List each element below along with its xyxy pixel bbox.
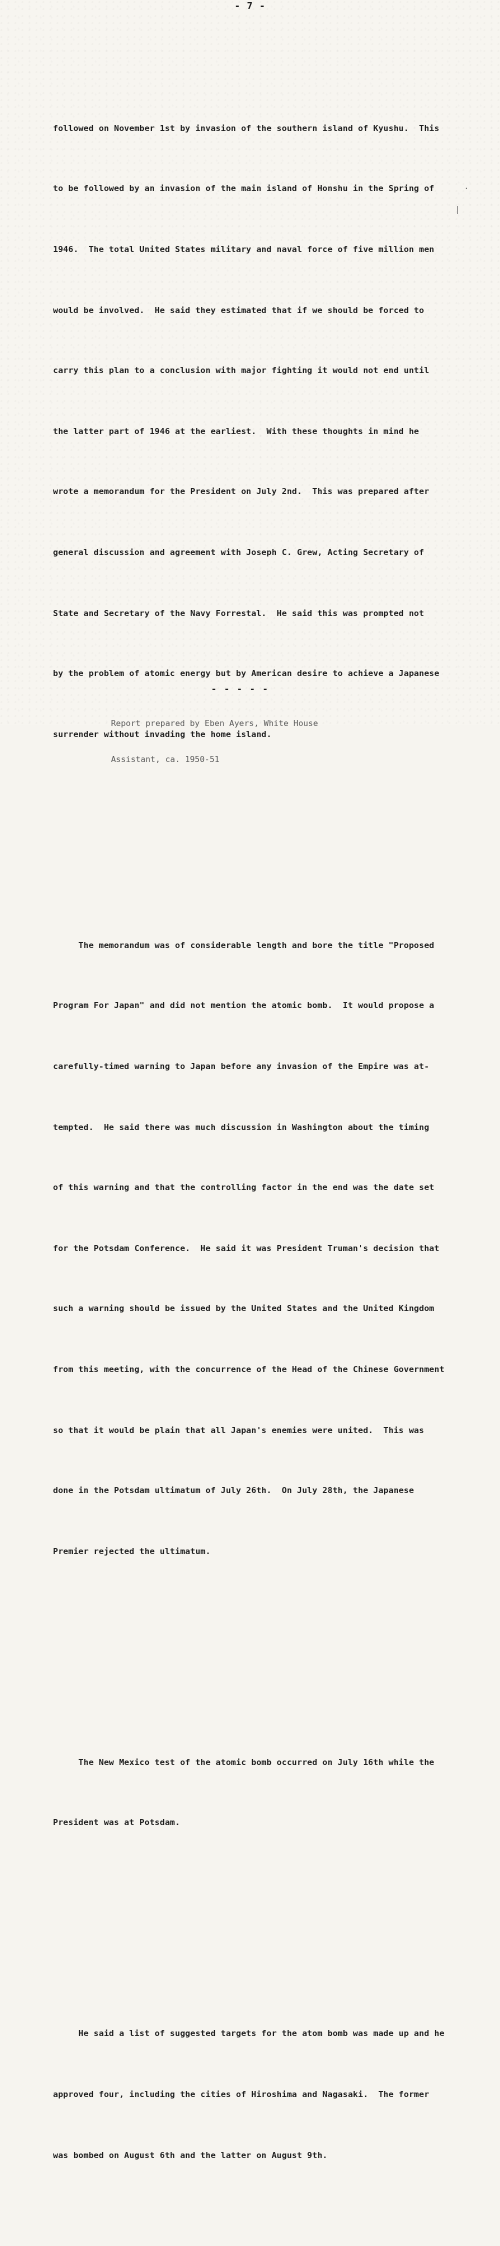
text-line: general discussion and agreement with Joseph C. Grew, Acting Secretary of	[53, 546, 425, 557]
text-line: tempted. He said there was much discussion in Washington about the timing	[53, 1121, 430, 1132]
text-line: followed on November 1st by invasion of the southern island of Kyushu. This	[53, 122, 440, 133]
text-line: such a warning should be issued by the United States and the United Kingdom	[53, 1303, 435, 1314]
text-line: He said a list of suggested targets for the atom bomb was made up and he	[53, 2028, 445, 2039]
text-line: Program For Japan" and did not mention the atomic bomb. It would propose a	[53, 1000, 435, 1011]
text-line: 1946. The total United States military and naval force of five million men	[53, 244, 435, 254]
text-line: surrender without invading the home island.	[53, 728, 272, 739]
text-line: carefully-timed warning to Japan before any invasion of the Empire was at-	[53, 1060, 430, 1071]
body-text	[53, 37, 471, 2246]
text-line: wrote a memorandum for the President on July 2nd. This was prepared after	[53, 486, 430, 497]
text-line: to be followed by an invasion of the main island of Honshu in the Spring of	[53, 183, 435, 194]
paragraph-gap	[53, 1913, 471, 1922]
footer-line-1: Report prepared by Eben Ayers, White House	[111, 718, 319, 728]
paragraph-gap	[53, 1642, 471, 1651]
text-line: done in the Potsdam ultimatum of July 26th. On July 28th, the Japanese	[53, 1485, 414, 1496]
footer-divider: - - - - -	[211, 685, 269, 695]
text-line: would be involved. He said they estimated that if we should be forced to	[53, 304, 425, 315]
text-line: The memorandum was of considerable length and bore the title "Proposed	[53, 939, 435, 950]
text-line: State and Secretary of the Navy Forrestal. He said this was prompted not	[53, 607, 425, 618]
footer-line-2: Assistant, ca. 1950-51	[111, 754, 220, 764]
text-line: by the problem of atomic energy but by American desire to achieve a Japanese	[53, 668, 440, 679]
margin-mark: |	[455, 205, 460, 214]
text-line: Premier rejected the ultimatum.	[53, 1545, 211, 1556]
paragraph-1	[53, 77, 471, 784]
page-number: - 7 -	[234, 1, 266, 12]
paragraph-4	[53, 1983, 471, 2205]
footer-note	[111, 693, 391, 789]
paragraph-3	[53, 1711, 471, 1873]
text-line: was bombed on August 6th and the latter on August 9th.	[53, 2149, 328, 2160]
text-line: President was at Potsdam.	[53, 1817, 181, 1828]
paragraph-2	[53, 894, 471, 1601]
margin-mark: ·	[464, 184, 469, 193]
paragraph-gap	[53, 825, 471, 834]
text-line: carry this plan to a conclusion with major fighting it would not end until	[53, 365, 430, 376]
text-line: approved four, including the cities of Hiroshima and Nagasaki. The former	[53, 2088, 430, 2099]
text-line: of this warning and that the controlling factor in the end was the date set	[53, 1182, 435, 1193]
text-line: the latter part of 1946 at the earliest. With these thoughts in mind he	[53, 425, 420, 436]
text-line: so that it would be plain that all Japan's enemies were united. This was	[53, 1424, 425, 1435]
text-line: for the Potsdam Conference. He said it was President Truman's decision that	[53, 1242, 440, 1253]
text-line: from this meeting, with the concurrence of the Head of the Chinese Government	[53, 1363, 445, 1374]
text-line: The New Mexico test of the atomic bomb occurred on July 16th while the	[53, 1756, 435, 1767]
